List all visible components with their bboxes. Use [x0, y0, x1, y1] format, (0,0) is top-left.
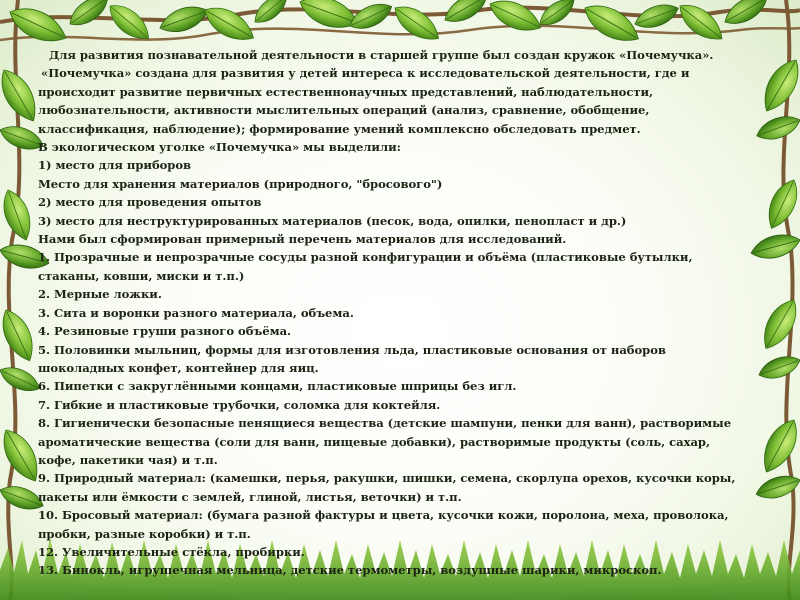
text-line: Для развития познавательной деятельности в старшей группе был создан кружок «Почемучка». [49, 48, 714, 62]
text-line: 4. Резиновые груши разного объёма. [38, 324, 292, 339]
text-line: 10. Бросовый материал: (бумага разной фактуры и цвета, кусочки кожи, поролона, меха, проволока, [38, 508, 729, 523]
text-line: ароматические вещества (соли для ванн, пищевые добавки), растворимые продукты (соль, сахар, [38, 434, 710, 449]
text-line: 12. Увеличительные стёкла, пробирки. [38, 544, 305, 559]
text-line: шоколадных конфет, контейнер для яиц. [38, 360, 319, 375]
text-line: 2. Мерные ложки. [38, 287, 162, 302]
text-line: 6. Пипетки с закруглёнными концами, пластиковые шприцы без игл. [38, 379, 517, 394]
text-line: стаканы, ковши, миски и т.п.) [38, 268, 245, 283]
text-line: В экологическом уголке «Почемучка» мы выделили: [38, 140, 401, 155]
text-line: 8. Гигиенически безопасные пенящиеся вещества (детские шампуни, пенки для ванн), растворимые [38, 416, 732, 431]
text-line: пробки, разные коробки) и т.п. [38, 526, 251, 541]
text-line: 13. Бинокль, игрушечная мельница, детские термометры, воздушные шарики, микроскоп. [38, 563, 662, 578]
text-line: пакеты или ёмкости с землей, глиной, листья, веточки) и т.п. [38, 489, 462, 504]
text-line: происходит развитие первичных естественнонаучных представлений, наблюдательности, [38, 84, 654, 99]
text-line: 5. Половинки мыльниц, формы для изготовления льда, пластиковые основания от наборов [38, 342, 666, 357]
text-line: 7. Гибкие и пластиковые трубочки, соломка для коктейля. [38, 397, 441, 412]
text-line: Место для хранения материалов (природного, "бросового") [38, 176, 443, 191]
text-line: 2) место для проведения опытов [38, 195, 262, 210]
text-line: «Почемучка» создана для развития у детей интереса к исследовательской деятельности, где и [41, 66, 690, 81]
text-line: 1) место для приборов [38, 158, 192, 173]
text-line: любознательности, активности мыслительных операций (анализ, сравнение, обобщение, [38, 103, 650, 118]
text-line: Нами был сформирован примерный перечень материалов для исследований. [38, 232, 567, 247]
text-line: 9. Природный материал: (камешки, перья, ракушки, шишки, семена, скорлупа орехов, кусочки коры, [38, 471, 736, 486]
text-line: 3. Сита и воронки разного материала, объема. [38, 305, 354, 320]
text-line: классификация, наблюдение); формирование умений комплексно обследовать предмет. [38, 121, 641, 136]
text-line: кофе, пакетики чая) и т.п. [38, 452, 218, 467]
text-line: 1. Прозрачные и непрозрачные сосуды разной конфигурации и объёма (пластиковые бутылки, [38, 250, 693, 265]
body-text [38, 46, 764, 578]
text-line: 3) место для неструктурированных материалов (песок, вода, опилки, пенопласт и др.) [38, 213, 627, 228]
